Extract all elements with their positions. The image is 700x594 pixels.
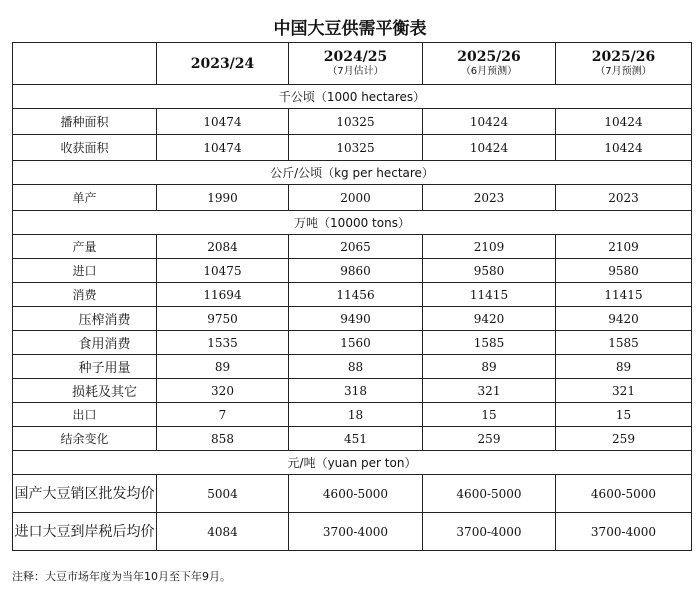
header-year: 2024/25 — [323, 49, 388, 65]
cell: 11456 — [289, 283, 423, 307]
cell: 11415 — [423, 283, 556, 307]
cell: 858 — [157, 427, 289, 451]
table-row — [13, 185, 692, 211]
cell: 9860 — [289, 259, 423, 283]
row-label: 种子用量 — [13, 355, 157, 379]
header-year: 2023/24 — [190, 55, 255, 72]
header-year: 2025/26 — [457, 49, 521, 65]
table-row — [13, 427, 692, 451]
header-note: （7月估计） — [327, 66, 384, 77]
row-label: 国产大豆销区批发均价 — [13, 475, 157, 513]
cell: 1535 — [157, 331, 289, 355]
cell: 10424 — [423, 135, 556, 161]
cell: 88 — [289, 355, 423, 379]
row-label: 消费 — [13, 283, 157, 307]
cell: 259 — [423, 427, 556, 451]
header-col-4 — [556, 43, 692, 85]
cell: 10424 — [556, 109, 692, 135]
row-label: 进口 — [13, 259, 157, 283]
unit-volume: 万吨（10000 tons） — [13, 211, 692, 235]
cell: 10475 — [157, 259, 289, 283]
cell: 2000 — [289, 185, 423, 211]
header-blank — [13, 43, 157, 85]
cell: 1585 — [423, 331, 556, 355]
cell: 321 — [423, 379, 556, 403]
cell: 2084 — [157, 235, 289, 259]
row-label: 进口大豆到岸税后均价 — [13, 513, 157, 551]
cell: 4600-5000 — [556, 475, 692, 513]
cell: 2023 — [556, 185, 692, 211]
unit-yield: 公斤/公顷（kg per hectare） — [13, 161, 692, 185]
unit-row — [13, 85, 692, 109]
cell: 5004 — [157, 475, 289, 513]
cell: 18 — [289, 403, 423, 427]
header-row — [13, 43, 692, 85]
table-row — [13, 235, 692, 259]
header-note: （6月预测） — [460, 66, 518, 77]
table-row — [13, 331, 692, 355]
cell: 3700-4000 — [556, 513, 692, 551]
cell: 10325 — [289, 135, 423, 161]
cell: 1560 — [289, 331, 423, 355]
cell: 259 — [556, 427, 692, 451]
cell: 451 — [289, 427, 423, 451]
footnote: 注释：大豆市场年度为当年10月至下年9月。 — [12, 570, 231, 583]
cell: 89 — [157, 355, 289, 379]
row-label: 播种面积 — [13, 109, 157, 135]
table-row — [13, 513, 692, 551]
unit-price: 元/吨（yuan per ton） — [13, 451, 692, 475]
cell: 11694 — [157, 283, 289, 307]
cell: 9750 — [157, 307, 289, 331]
cell: 318 — [289, 379, 423, 403]
cell: 2109 — [556, 235, 692, 259]
header-note: （7月预测） — [595, 66, 652, 77]
row-label: 结余变化 — [13, 427, 157, 451]
cell: 15 — [556, 403, 692, 427]
cell: 9420 — [423, 307, 556, 331]
cell: 2065 — [289, 235, 423, 259]
cell: 4084 — [157, 513, 289, 551]
unit-row — [13, 451, 692, 475]
table-row — [13, 355, 692, 379]
row-label: 单产 — [13, 185, 157, 211]
cell: 2023 — [423, 185, 556, 211]
cell: 2109 — [423, 235, 556, 259]
table-row — [13, 307, 692, 331]
cell: 10474 — [157, 135, 289, 161]
table-row — [13, 109, 692, 135]
supply-demand-table — [12, 42, 692, 551]
cell: 89 — [423, 355, 556, 379]
row-label: 出口 — [13, 403, 157, 427]
cell: 4600-5000 — [289, 475, 423, 513]
row-label: 收获面积 — [13, 135, 157, 161]
cell: 3700-4000 — [423, 513, 556, 551]
table-row — [13, 259, 692, 283]
cell: 9420 — [556, 307, 692, 331]
cell: 11415 — [556, 283, 692, 307]
header-col-2 — [289, 43, 423, 85]
row-label: 食用消费 — [13, 331, 157, 355]
cell: 1585 — [556, 331, 692, 355]
table-row — [13, 379, 692, 403]
table-title: 中国大豆供需平衡表 — [273, 19, 427, 39]
unit-row — [13, 211, 692, 235]
unit-area: 千公顷（1000 hectares） — [13, 85, 692, 109]
header-year: 2025/26 — [591, 49, 656, 65]
cell: 89 — [556, 355, 692, 379]
table-row — [13, 475, 692, 513]
row-label: 压榨消费 — [13, 307, 157, 331]
table-row — [13, 403, 692, 427]
cell: 10474 — [157, 109, 289, 135]
header-col-1 — [157, 43, 289, 85]
cell: 15 — [423, 403, 556, 427]
cell: 10424 — [556, 135, 692, 161]
row-label: 损耗及其它 — [13, 379, 157, 403]
cell: 4600-5000 — [423, 475, 556, 513]
cell: 10424 — [423, 109, 556, 135]
cell: 9580 — [423, 259, 556, 283]
table-row — [13, 283, 692, 307]
header-col-3 — [423, 43, 556, 85]
cell: 10325 — [289, 109, 423, 135]
cell: 320 — [157, 379, 289, 403]
table-row — [13, 135, 692, 161]
cell: 9580 — [556, 259, 692, 283]
cell: 9490 — [289, 307, 423, 331]
cell: 7 — [157, 403, 289, 427]
cell: 1990 — [157, 185, 289, 211]
row-label: 产量 — [13, 235, 157, 259]
unit-row — [13, 161, 692, 185]
cell: 321 — [556, 379, 692, 403]
cell: 3700-4000 — [289, 513, 423, 551]
